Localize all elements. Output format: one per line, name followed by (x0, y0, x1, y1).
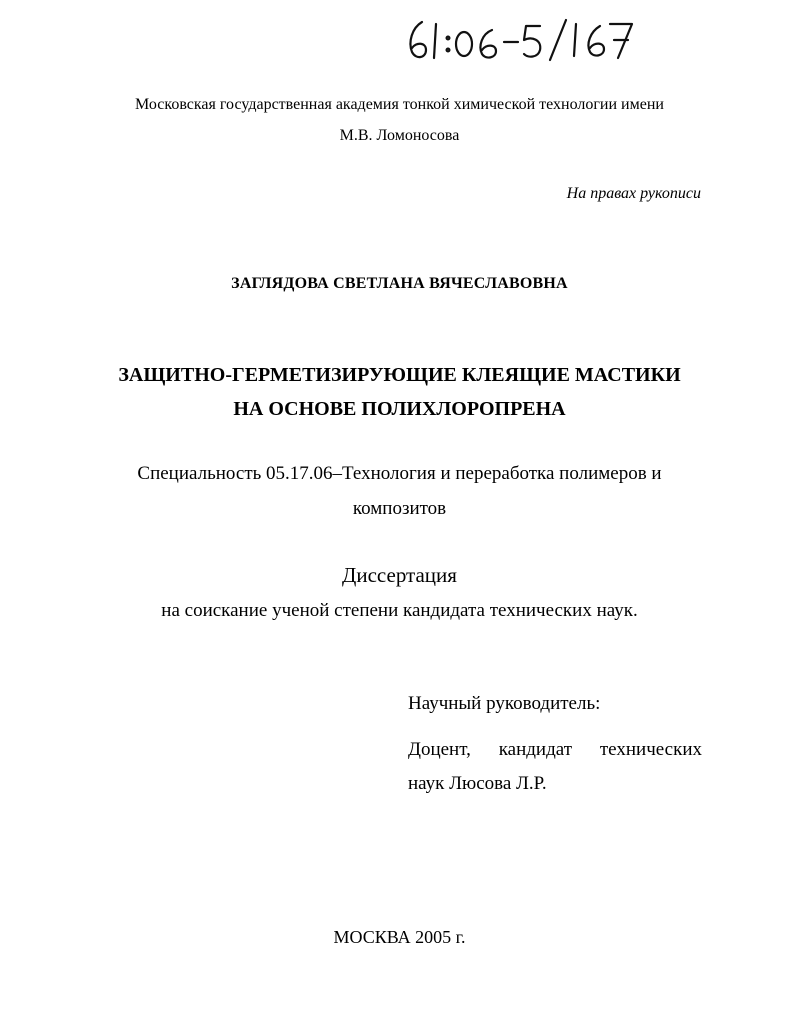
advisor-title-word-1: Доцент, (408, 739, 471, 760)
handwritten-catalog-number (400, 14, 640, 64)
manuscript-note: На правах рукописи (566, 185, 701, 202)
advisor-title-line-1 (408, 739, 702, 761)
advisor-label: Научный руководитель: (408, 693, 601, 714)
specialty-line-2: композитов (352, 498, 447, 519)
institution-line-2: М.В. Ломоносова (339, 127, 460, 144)
advisor-title-line-2: наук Люсова Л.Р. (408, 773, 547, 794)
dissertation-title-line-1: ЗАЩИТНО-ГЕРМЕТИЗИРУЮЩИЕ КЛЕЯЩИЕ МАСТИКИ (118, 364, 681, 386)
dissertation-title-line-2: НА ОСНОВЕ ПОЛИХЛОРОПРЕНА (233, 398, 566, 420)
degree-statement: на соискание ученой степени кандидата технических наук. (161, 600, 638, 621)
author-name: ЗАГЛЯДОВА СВЕТЛАНА ВЯЧЕСЛАВОВНА (231, 275, 568, 292)
handwritten-note-drawing (400, 14, 640, 64)
institution-line-1: Московская государственная академия тонкой химической технологии имени (135, 96, 664, 113)
document-type: Диссертация (342, 563, 457, 587)
specialty-line-1: Специальность 05.17.06–Технология и переработка полимеров и (137, 463, 662, 484)
advisor-title-word-2: кандидат (498, 739, 573, 760)
city-year: МОСКВА 2005 г. (333, 927, 466, 947)
advisor-title-word-3: технических (599, 739, 702, 760)
